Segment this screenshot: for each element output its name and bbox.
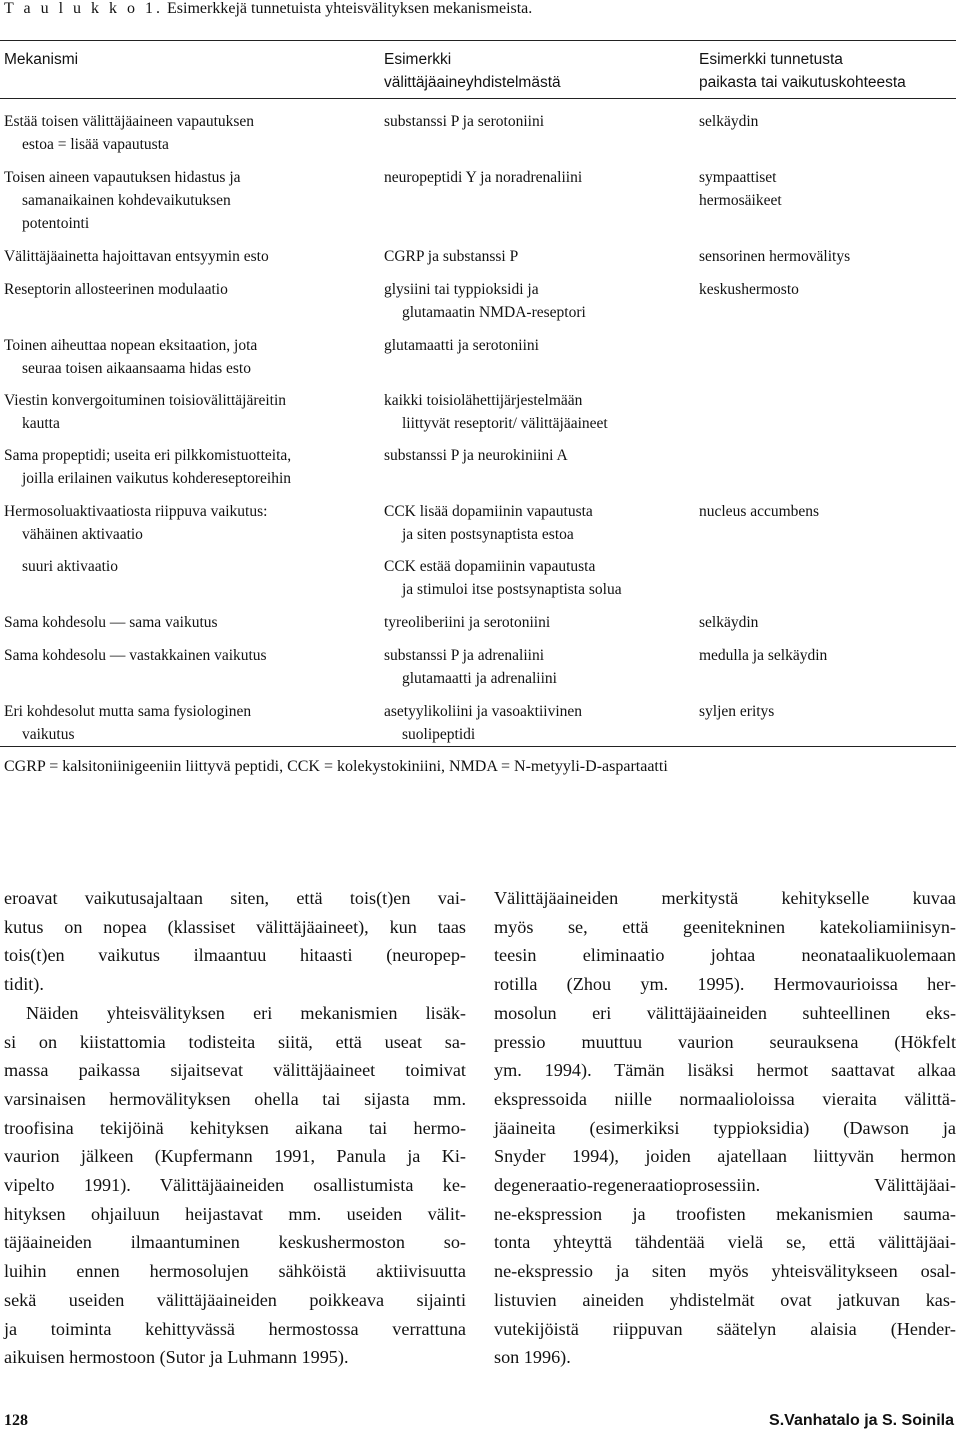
- table-cell: [4, 611, 364, 634]
- table-cell: [384, 611, 684, 634]
- table-cell-line: suuri aktivaatio: [22, 558, 118, 575]
- table-cell: [4, 166, 364, 235]
- body-text-line: teesin eliminaatio johtaa neonataalikuolemaan: [494, 945, 956, 966]
- table-cell-line: Välittäjäainetta hajoittavan entsyymin esto: [4, 248, 269, 265]
- table-cell: [4, 700, 364, 746]
- body-left-column: [4, 884, 466, 1372]
- table-cell: [4, 110, 364, 156]
- table-cell-line: Sama kohdesolu — vastakkainen vaikutus: [4, 647, 267, 664]
- table-cell: [699, 700, 956, 723]
- table-cell-line: kautta: [22, 415, 60, 432]
- table-cell-line: selkäydin: [699, 113, 759, 130]
- table-cell-line: liittyvät reseptorit/ välittäjäaineet: [402, 415, 608, 432]
- table-cell-line: Reseptorin allosteerinen modulaatio: [4, 281, 228, 298]
- body-text-line: massa paikassa sijaitsevat välittäjäaineet toimivat: [4, 1060, 466, 1081]
- table-cell-line: ja siten postsynaptista estoa: [402, 526, 574, 543]
- table-cell-line: hermosäikeet: [699, 192, 782, 209]
- table-cell-line: medulla ja selkäydin: [699, 647, 828, 664]
- body-text-line: rotilla (Zhou ym. 1995). Hermovaurioissa her-: [494, 974, 956, 995]
- body-text-line: Näiden yhteisvälityksen eri mekanismien lisäk-: [26, 1002, 466, 1023]
- table-cell: [699, 110, 956, 133]
- body-text-line: pressio muuttuu vaurion seurauksena (Hökfelt: [494, 1031, 956, 1052]
- table-cell-line: CGRP ja substanssi P: [384, 248, 519, 265]
- table-cell-line: glutamaatti ja adrenaliini: [402, 670, 557, 687]
- body-text-line: listuvien aineiden yhdistelmät ovat jatkuvan kas-: [494, 1289, 956, 1310]
- body-text-line: si on kiistattomia todisteita siitä, että useat sa-: [4, 1031, 466, 1052]
- table-cell: [384, 245, 684, 268]
- table-cell-line: syljen eritys: [699, 703, 775, 720]
- table-cell: [699, 245, 956, 268]
- table-cell-line: glutamaatin NMDA-reseptori: [402, 304, 586, 321]
- body-text-line: tois(t)en vaikutus ilmaantuu hitaasti (neuropep-: [4, 945, 466, 966]
- table-cell-line: glutamaatti ja serotoniini: [384, 337, 539, 354]
- table-cell-line: kaikki toisiolähettijärjestelmään: [384, 392, 583, 409]
- body-text-line: täjäaineiden ilmaantuminen keskushermoston so-: [4, 1232, 466, 1253]
- table-footnote: CGRP = kalsitoniinigeeniin liittyvä peptidi, CCK = kolekystokiniini, NMDA = N-metyyli-D-aspartaatti: [4, 758, 668, 775]
- table-cell-line: Sama kohdesolu — sama vaikutus: [4, 614, 218, 631]
- table-cell-line: neuropeptidi Y ja noradrenaliini: [384, 169, 583, 186]
- table-cell: [699, 278, 956, 301]
- body-text-line: jäaineita (esimerkiksi typpioksidia) (Dawson ja: [494, 1117, 956, 1138]
- table-cell: [384, 700, 684, 746]
- header-example-location: Esimerkki tunnetusta paikasta tai vaikutuskohteesta: [699, 51, 906, 91]
- table-cell: [4, 500, 364, 546]
- header-mechanism: Mekanismi: [4, 51, 79, 68]
- table-caption-label: T a u l u k k o 1.: [4, 0, 164, 17]
- table-cell-line: keskushermosto: [699, 281, 799, 298]
- table-cell-line: ja stimuloi itse postsynaptista solua: [402, 581, 622, 598]
- body-text-line: myös se, että geenitekninen katekoliamiinisyn-: [494, 916, 956, 937]
- header-example-combination: Esimerkki välittäjäaineyhdistelmästä: [384, 51, 561, 91]
- body-text-line: eroavat vaikutusajaltaan siten, että tois(t)en vai-: [4, 888, 466, 908]
- table-cell: [4, 644, 364, 667]
- table-cell-line: Toinen aiheuttaa nopean eksitaation, jota: [4, 337, 258, 354]
- body-text-line: Välittäjäaineiden merkitystä kehitykselle kuvaa: [494, 888, 956, 908]
- table-cell-line: CCK lisää dopamiinin vapautusta: [384, 503, 593, 520]
- body-right-column: [494, 884, 956, 1372]
- body-text-line: ym. 1994). Tämän lisäksi hermot saattavat alkaa: [494, 1060, 956, 1081]
- body-text-line: mosolun eri välittäjäaineiden suhteellinen eks-: [494, 1002, 956, 1023]
- table-header-rule: [0, 98, 956, 99]
- table-cell: [384, 644, 684, 690]
- table-cell: [699, 500, 956, 523]
- table-caption: [4, 0, 532, 18]
- table-cell: [384, 444, 684, 467]
- table-cell: [384, 278, 684, 324]
- table-cell-line: Eri kohdesolut mutta sama fysiologinen: [4, 703, 252, 720]
- body-text-line: kutus on nopea (klassiset välittäjäaineet), kun taas: [4, 916, 466, 937]
- table-cell-line: Toisen aineen vapautuksen hidastus ja: [4, 169, 241, 186]
- table-top-rule: [0, 40, 956, 41]
- table-cell-line: CCK estää dopamiinin vapautusta: [384, 558, 596, 575]
- table-cell-line: asetyylikoliini ja vasoaktiivinen: [384, 703, 583, 720]
- body-text-line: tidit).: [4, 974, 44, 995]
- body-text-line: degeneraatio-regeneraatioprosessiin. Välittäjäai-: [494, 1175, 956, 1196]
- body-text-line: vutekijöistä riippuvan säätelyn alaisia (Hender-: [494, 1318, 956, 1339]
- table-cell-line: sympaattiset: [699, 169, 777, 186]
- body-text-line: ekspressoida niille normaalioloissa vieraita välittä-: [494, 1088, 956, 1109]
- table-cell-line: Estää toisen välittäjäaineen vapautuksen: [4, 113, 255, 130]
- body-text-line: aikuisen hermostoon (Sutor ja Luhmann 1995).: [4, 1347, 349, 1368]
- table-cell-line: vaikutus: [22, 726, 75, 743]
- table-cell-line: potentointi: [22, 215, 90, 232]
- body-text-line: ne-ekspressio ja siten myös yhteisvälitykseen osal-: [494, 1261, 956, 1282]
- table-cell: [4, 278, 364, 301]
- page-number: 128: [4, 1412, 28, 1429]
- table-cell-line: substanssi P ja neurokiniini A: [384, 447, 568, 464]
- table-cell: [384, 166, 684, 189]
- body-text-line: varsinaisen hermovälityksen ohella tai sijasta mm.: [4, 1088, 466, 1109]
- running-footer-authors: S.Vanhatalo ja S. Soinila: [769, 1412, 954, 1429]
- body-text-line: sekä useiden välittäjäaineiden poikkeava sijainti: [4, 1289, 466, 1310]
- body-text-line: luihin ennen hermosolujen sähköistä aktiivisuutta: [4, 1261, 466, 1282]
- table-cell-line: nucleus accumbens: [699, 503, 820, 520]
- table-cell: [384, 500, 684, 546]
- table-bottom-rule: [0, 746, 956, 747]
- table-cell-line: samanaikainen kohdevaikutuksen: [22, 192, 231, 209]
- table-cell: [699, 644, 956, 667]
- table-cell-line: estoa = lisää vapautusta: [22, 136, 169, 153]
- body-text-line: troofisina tekijöinä kehityksen aikana tai hermo-: [4, 1117, 466, 1138]
- table-cell: [4, 245, 364, 268]
- table-cell-line: tyreoliberiini ja serotoniini: [384, 614, 551, 631]
- body-text-line: ne-ekspression ja troofisten mekanismien saumа-: [494, 1203, 956, 1224]
- body-text-line: hityksen ohjailuun heijastavat mm. useiden välit-: [4, 1203, 466, 1224]
- table-cell-line: vähäinen aktivaatio: [22, 526, 143, 543]
- body-text-line: tonta yhteyttä tähdentää vielä se, että välittäjäai-: [494, 1232, 956, 1253]
- table-cell: [4, 444, 364, 490]
- table-cell: [4, 389, 364, 435]
- table-cell: [384, 110, 684, 133]
- table-cell: [384, 334, 684, 357]
- table-cell-line: sensorinen hermovälitys: [699, 248, 851, 265]
- body-text-line: ja toiminta kehittyvässä hermostossa verrattuna: [4, 1318, 466, 1339]
- table-cell-line: Hermosoluaktivaatiosta riippuva vaikutus:: [4, 503, 268, 520]
- table-cell: [4, 334, 364, 380]
- body-text-line: vaurion jälkeen (Kupfermann 1991, Panula ja Ki-: [4, 1146, 466, 1167]
- table-cell-line: substanssi P ja adrenaliini: [384, 647, 545, 664]
- table-cell-line: suolipeptidi: [402, 726, 476, 743]
- table-cell: [4, 555, 364, 578]
- table-cell-line: Viestin konvergoituminen toisiovälittäjäreitin: [4, 392, 287, 409]
- body-text-line: son 1996).: [494, 1347, 571, 1368]
- table-cell-line: joilla erilainen vaikutus kohdereseptoreihin: [22, 470, 292, 487]
- body-text-line: Snyder 1994), joiden ajatellaan liittyvän hermon: [494, 1146, 956, 1167]
- table-cell-line: substanssi P ja serotoniini: [384, 113, 545, 130]
- table-cell: [384, 389, 684, 435]
- table-cell: [699, 611, 956, 634]
- table-cell-line: glysiini tai typpioksidi ja: [384, 281, 539, 298]
- table-cell-line: seuraa toisen aikaansaama hidas esto: [22, 360, 251, 377]
- body-text-line: vipelto 1991). Välittäjäaineiden osallistumista ke-: [4, 1175, 466, 1196]
- table-cell-line: selkäydin: [699, 614, 759, 631]
- table-cell-line: Sama propeptidi; useita eri pilkkomistuotteita,: [4, 447, 292, 464]
- table-cell: [699, 166, 956, 212]
- table-cell: [384, 555, 684, 601]
- table-caption-text: Esimerkkejä tunnetuista yhteisvälityksen mekanismeista.: [167, 0, 533, 17]
